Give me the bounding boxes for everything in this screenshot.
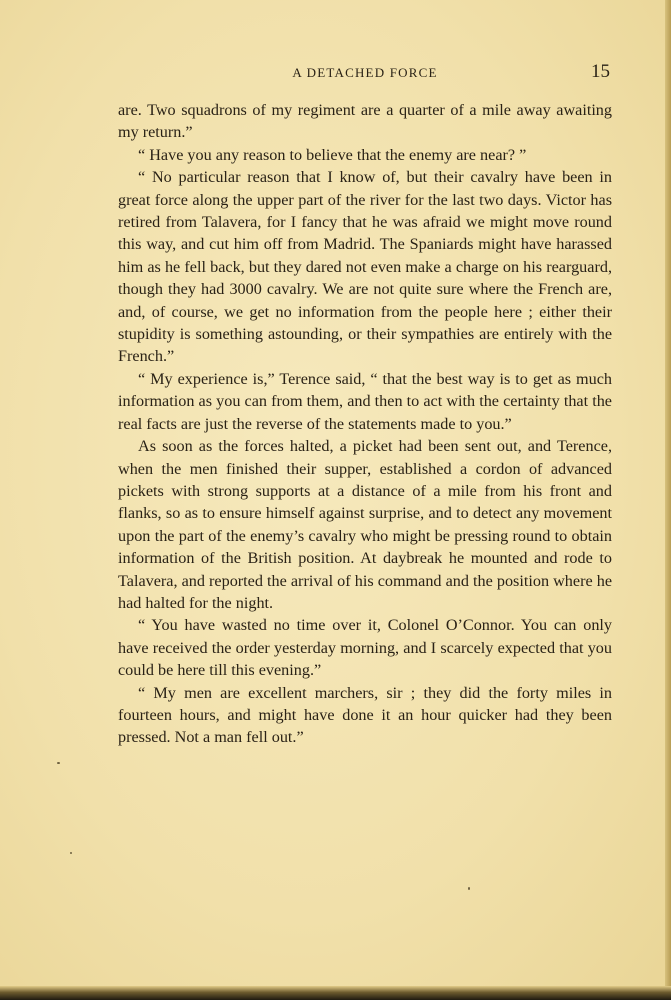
paragraph: “ You have wasted no time over it, Colonel O’Connor. You can only have received the order yesterday morning, and I scarcely expected that you could be here till this evening.” <box>118 616 612 680</box>
page-edge-bottom <box>0 986 671 1000</box>
paragraph: “ My experience is,” Terence said, “ that the best way is to get as much information as you can from them, and then to act with the certainty that the real facts are just the reverse of the statements made to you.” <box>118 369 612 433</box>
paragraph: “ No particular reason that I know of, but their cavalry have been in great force along the upper part of the river for the last two days. Victor has retired from Talavera, for I fancy that he was afraid we might move round this way, and cut him off from Madrid. The Spaniards might have harassed him as he fell back, but they dared not even make a charge on his rearguard, though they had 3000 cavalry. We are not quite sure where the French are, and, of course, we get no information from the people here ; either their stupidity is something astounding, or their sympathies are entirely with the French.” <box>118 168 612 366</box>
body-text <box>118 99 612 749</box>
paper-speck <box>57 762 60 764</box>
running-head: A DETACHED FORCE <box>292 65 438 80</box>
paper-speck <box>70 852 72 854</box>
paragraph: As soon as the forces halted, a picket had been sent out, and Terence, when the men finished their supper, established a cordon of advanced pickets with strong supports at a distance of a mile from his front and flanks, so as to ensure himself against surprise, and to detect any movement upon the part of the enemy’s cavalry who might be pressing round to obtain information of the British position. At daybreak he mounted and rode to Talavera, and reported the arrival of his command and the position where he had halted for the night. <box>118 437 612 612</box>
paragraph: “ Have you any reason to believe that the enemy are near? ” <box>138 145 527 164</box>
paper-speck <box>468 887 470 890</box>
page-header <box>118 62 612 84</box>
paragraph: “ My men are excellent marchers, sir ; they did the forty miles in fourteen hours, and might have done it an hour quicker had they been pressed. Not a man fell out.” <box>118 683 612 747</box>
page-number: 15 <box>591 61 610 82</box>
page-edge-right <box>665 0 671 1000</box>
paragraph: are. Two squadrons of my regiment are a quarter of a mile away awaiting my return.” <box>118 101 612 142</box>
